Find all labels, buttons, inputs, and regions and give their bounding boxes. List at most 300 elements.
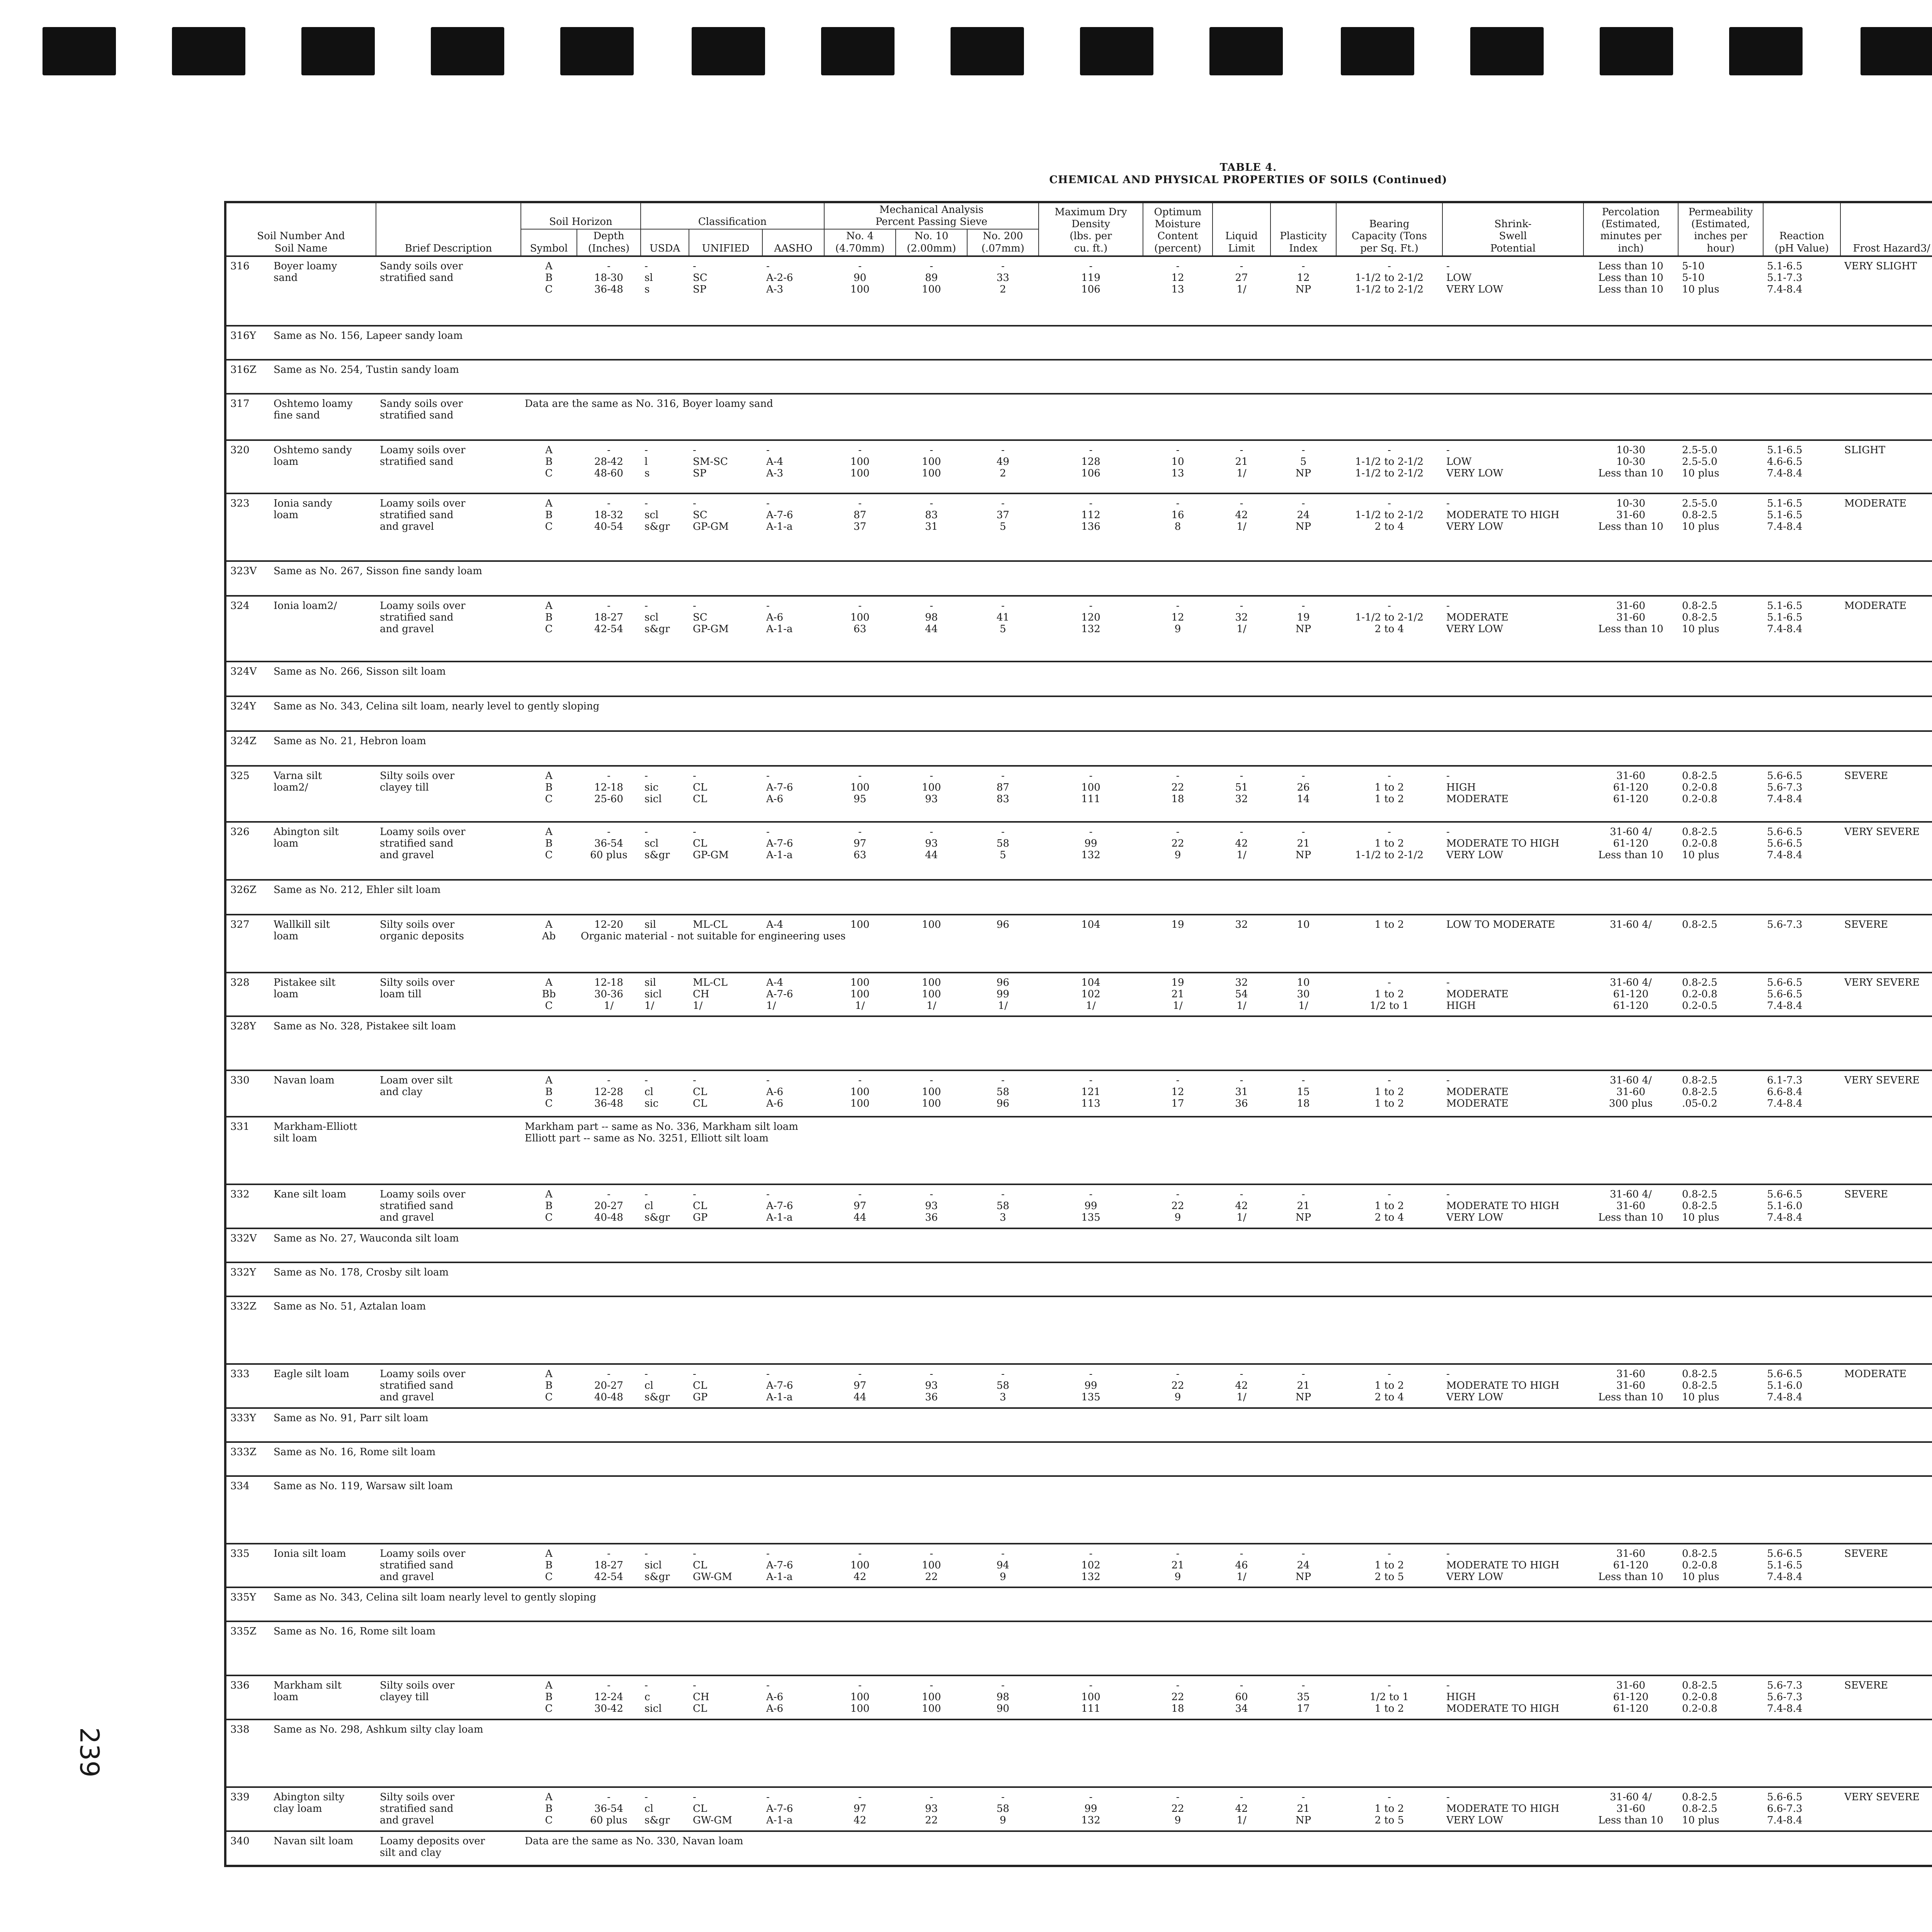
cell-usda: - cl s&gr	[641, 1364, 689, 1408]
cell-n4: - 100 100	[824, 1070, 896, 1117]
cell-usda: - c sicl	[641, 1675, 689, 1719]
cell-perm: 0.8-2.5 0.8-2.5 10 plus	[1678, 1364, 1763, 1408]
soil-name: Boyer loamy sand	[270, 256, 376, 326]
header-reaction: Reaction (pH Value)	[1763, 202, 1840, 256]
soil-number: 327	[225, 915, 270, 973]
cell-liq: - 27 1/	[1213, 256, 1270, 326]
soil-number: 331	[225, 1117, 270, 1184]
soil-number: 333Z	[225, 1442, 270, 1476]
cell-shrink: - LOW VERY LOW	[1442, 440, 1583, 493]
cell-perc: 31-60 4/ 61-120 Less than 10	[1583, 822, 1678, 880]
cell-n4: - 97 44	[824, 1364, 896, 1408]
table-row	[225, 766, 1932, 822]
header-no4: No. 4 (4.70mm)	[824, 229, 896, 256]
cell-unified: - SC GP-GM	[689, 596, 762, 662]
cell-depth: - 18-27 42-54	[577, 596, 641, 662]
table-row	[225, 915, 1932, 973]
cell-n10: - 89 100	[896, 256, 967, 326]
header-depth: Depth (Inches)	[577, 229, 641, 256]
table-row	[225, 662, 1932, 696]
cell-n4: - 100 100	[824, 1675, 896, 1719]
soil-number: 335Z	[225, 1621, 270, 1675]
cell-dens: - 100 111	[1039, 1675, 1143, 1719]
header-frost: Frost Hazard3/	[1840, 202, 1932, 256]
cell-n200: - 33 2	[967, 256, 1039, 326]
cell-n4: - 97 63	[824, 822, 896, 880]
cell-unified: ML-CL	[689, 915, 762, 973]
soil-number: 316	[225, 256, 270, 326]
cell-react: 6.1-7.3 6.6-8.4 7.4-8.4	[1763, 1070, 1840, 1117]
cell-shrink: - MODERATE TO HIGH VERY LOW	[1442, 1184, 1583, 1228]
cell-perm: 0.8-2.5 0.2-0.8 0.2-0.8	[1678, 766, 1763, 822]
same-as-note: Same as No. 27, Wauconda silt loam	[270, 1228, 1932, 1262]
header-percolation: Percolation (Estimated, minutes per inch)	[1583, 202, 1678, 256]
cell-moist: - 21 9	[1143, 1544, 1213, 1588]
cell-frost: SEVERE	[1840, 1544, 1932, 1588]
cell-sym: A B C	[521, 1675, 577, 1719]
brief-description: Loamy soils over stratified sand and gravel	[376, 1184, 521, 1228]
soil-name: Markham-Elliott silt loam	[270, 1117, 376, 1184]
soil-number: 332	[225, 1184, 270, 1228]
cell-n200: - 58 3	[967, 1184, 1039, 1228]
cell-perm: 2.5-5.0 0.8-2.5 10 plus	[1678, 493, 1763, 561]
cell-aasho: A-4 A-7-6 1/	[762, 973, 824, 1017]
cell-shrink: - MODERATE TO HIGH VERY LOW	[1442, 1544, 1583, 1588]
table-row	[225, 1787, 1932, 1831]
soil-number: 333	[225, 1364, 270, 1408]
cell-bear: - 1-1/2 to 2-1/2 2 to 4	[1336, 493, 1442, 561]
brief-description	[376, 1117, 521, 1184]
cell-depth: - 20-27 40-48	[577, 1184, 641, 1228]
cell-pi: - 24 NP	[1270, 493, 1336, 561]
table-number: TABLE 4.	[1219, 162, 1277, 173]
cell-pi: - 5 NP	[1270, 440, 1336, 493]
cell-liq: - 51 32	[1213, 766, 1270, 822]
cell-bear: - 1-1/2 to 2-1/2 1-1/2 to 2-1/2	[1336, 256, 1442, 326]
cell-bear: - 1 to 2 1 to 2	[1336, 766, 1442, 822]
cell-bear: - 1-1/2 to 2-1/2 2 to 4	[1336, 596, 1442, 662]
soil-name: Wallkill silt loam	[270, 915, 376, 973]
header-no200: No. 200 (.07mm)	[967, 229, 1039, 256]
cell-pi: - 19 NP	[1270, 596, 1336, 662]
cell-perm: 0.8-2.5 0.2-0.8 0.2-0.8	[1678, 1675, 1763, 1719]
cell-sym: A B C	[521, 1364, 577, 1408]
cell-n200: - 41 5	[967, 596, 1039, 662]
table-row	[225, 1675, 1932, 1719]
soil-number: 336	[225, 1675, 270, 1719]
cell-n4: - 100 63	[824, 596, 896, 662]
soil-number: 338	[225, 1719, 270, 1787]
cell-depth: - 36-54 60 plus	[577, 1787, 641, 1831]
table-row	[225, 1587, 1932, 1621]
cell-unified: - CL CL	[689, 766, 762, 822]
cell-bear: - 1 to 2 1/2 to 1	[1336, 973, 1442, 1017]
cell-liq: - 42 1/	[1213, 1184, 1270, 1228]
same-as-note: Same as No. 328, Pistakee silt loam	[270, 1016, 1932, 1070]
cell-aasho: - A-7-6 A-1-a	[762, 493, 824, 561]
cell-moist: - 22 9	[1143, 1184, 1213, 1228]
cell-dens: - 128 106	[1039, 440, 1143, 493]
cell-perc: 31-60 61-120 61-120	[1583, 1675, 1678, 1719]
header-symbol: Symbol	[521, 229, 577, 256]
cell-n4: - 100 100	[824, 440, 896, 493]
cell-n10: - 100 93	[896, 766, 967, 822]
cell-pi: - 21 NP	[1270, 1364, 1336, 1408]
table-row	[225, 1228, 1932, 1262]
cell-n10: 100	[896, 915, 967, 973]
cell-dens: - 99 132	[1039, 1787, 1143, 1831]
cell-n10: - 100 22	[896, 1544, 967, 1588]
cell-moist: 19 21 1/	[1143, 973, 1213, 1017]
cell-n10: 100 100 1/	[896, 973, 967, 1017]
table-row	[225, 1262, 1932, 1296]
cell-n200: - 37 5	[967, 493, 1039, 561]
soil-name: Markham silt loam	[270, 1675, 376, 1719]
cell-bear: - 1/2 to 1 1 to 2	[1336, 1675, 1442, 1719]
cell-perm: 0.8-2.5 0.8-2.5 10 plus	[1678, 1787, 1763, 1831]
header-bearing: Bearing Capacity (Tons per Sq. Ft.)	[1336, 202, 1442, 256]
cell-sym: A B C	[521, 596, 577, 662]
cell-perc: 31-60 4/ 61-120 61-120	[1583, 973, 1678, 1017]
cell-sym: A B C	[521, 766, 577, 822]
page-number: 239	[74, 1727, 104, 1777]
cell-frost: VERY SEVERE	[1840, 973, 1932, 1017]
cell-pi: - 21 NP	[1270, 1184, 1336, 1228]
cell-n200: - 58 3	[967, 1364, 1039, 1408]
cell-sym: A B C	[521, 1787, 577, 1831]
cell-shrink: - HIGH MODERATE	[1442, 766, 1583, 822]
table-row	[225, 1476, 1932, 1544]
data-note: Data are the same as No. 330, Navan loam	[521, 1831, 1932, 1866]
table-row	[225, 326, 1932, 360]
same-as-note: Same as No. 267, Sisson fine sandy loam	[270, 561, 1932, 596]
same-as-note: Same as No. 298, Ashkum silty clay loam	[270, 1719, 1932, 1787]
table-row	[225, 731, 1932, 766]
cell-n10: - 93 36	[896, 1184, 967, 1228]
cell-shrink: - MODERATE VERY LOW	[1442, 596, 1583, 662]
cell-unified: - CL GP-GM	[689, 822, 762, 880]
cell-aasho: - A-6 A-6	[762, 1070, 824, 1117]
cell-moist: - 12 9	[1143, 596, 1213, 662]
cell-depth: - 28-42 48-60	[577, 440, 641, 493]
cell-frost: SEVERE	[1840, 915, 1932, 973]
brief-description: Loamy soils over stratified sand	[376, 440, 521, 493]
cell-usda: - scl s&gr	[641, 493, 689, 561]
cell-usda: - sicl s&gr	[641, 1544, 689, 1588]
cell-depth: - 20-27 40-48	[577, 1364, 641, 1408]
cell-n4: - 97 42	[824, 1787, 896, 1831]
cell-aasho: - A-7-6 A-1-a	[762, 1364, 824, 1408]
table-row	[225, 1016, 1932, 1070]
cell-liq: - 42 1/	[1213, 1787, 1270, 1831]
soil-name: Navan loam	[270, 1070, 376, 1117]
cell-react: 5.1-6.5 5.1-6.5 7.4-8.4	[1763, 596, 1840, 662]
cell-aasho: - A-7-6 A-1-a	[762, 822, 824, 880]
cell-sym: A Bb C	[521, 973, 577, 1017]
cell-pi: 10	[1270, 915, 1336, 973]
cell-sym: A B C	[521, 256, 577, 326]
cell-moist: 19	[1143, 915, 1213, 973]
cell-n200: - 49 2	[967, 440, 1039, 493]
soil-number: 335	[225, 1544, 270, 1588]
cell-perm: 2.5-5.0 2.5-5.0 10 plus	[1678, 440, 1763, 493]
cell-react: 5.6-7.3	[1763, 915, 1840, 973]
header-no10: No. 10 (2.00mm)	[896, 229, 967, 256]
cell-depth: - 18-27 42-54	[577, 1544, 641, 1588]
cell-dens: 104 102 1/	[1039, 973, 1143, 1017]
cell-perc: 31-60 31-60 Less than 10	[1583, 596, 1678, 662]
cell-dens: - 121 113	[1039, 1070, 1143, 1117]
cell-bear: - 1 to 2 2 to 4	[1336, 1184, 1442, 1228]
header-aasho: AASHO	[762, 229, 824, 256]
cell-perm: 0.8-2.5 0.2-0.8 10 plus	[1678, 1544, 1763, 1588]
cell-n4: 100	[824, 915, 896, 973]
cell-dens: - 112 136	[1039, 493, 1143, 561]
brief-description: Silty soils over clayey till	[376, 1675, 521, 1719]
cell-react: 5.1-6.5 4.6-6.5 7.4-8.4	[1763, 440, 1840, 493]
cell-n10: - 93 22	[896, 1787, 967, 1831]
header-horizon: Soil Horizon	[521, 202, 641, 229]
brief-description: Loam over silt and clay	[376, 1070, 521, 1117]
same-as-note: Same as No. 91, Parr silt loam	[270, 1408, 1932, 1442]
cell-depth: - 12-28 36-48	[577, 1070, 641, 1117]
cell-aasho: - A-7-6 A-1-a	[762, 1184, 824, 1228]
soil-name: Oshtemo loamy fine sand	[270, 394, 376, 440]
cell-aasho: - A-7-6 A-1-a	[762, 1544, 824, 1588]
table-row	[225, 1442, 1932, 1476]
cell-moist: - 10 13	[1143, 440, 1213, 493]
cell-dens: - 120 132	[1039, 596, 1143, 662]
cell-unified: - SC SP	[689, 256, 762, 326]
cell-sym: A B C	[521, 1184, 577, 1228]
cell-usda: - cl sic	[641, 1070, 689, 1117]
cell-frost: SLIGHT	[1840, 440, 1932, 493]
brief-description: Loamy deposits over silt and clay	[376, 1831, 521, 1866]
header-soil: Soil Number And Soil Name	[225, 202, 376, 256]
soil-number: 320	[225, 440, 270, 493]
table-body	[225, 256, 1932, 1866]
table-row	[225, 596, 1932, 662]
cell-pi: - 15 18	[1270, 1070, 1336, 1117]
cell-frost: VERY SEVERE	[1840, 1070, 1932, 1117]
cell-moist: - 22 9	[1143, 1364, 1213, 1408]
cell-sym: A B C	[521, 440, 577, 493]
soil-name: Pistakee silt loam	[270, 973, 376, 1017]
soil-number: 339	[225, 1787, 270, 1831]
cell-frost: SEVERE	[1840, 1184, 1932, 1228]
soil-number: 316Z	[225, 360, 270, 394]
cell-n200: - 58 5	[967, 822, 1039, 880]
cell-pi: - 21 NP	[1270, 1787, 1336, 1831]
brief-description: Sandy soils over stratified sand	[376, 394, 521, 440]
cell-perm: 0.8-2.5 0.8-2.5 .05-0.2	[1678, 1070, 1763, 1117]
cell-depth: - 18-30 36-48	[577, 256, 641, 326]
cell-unified: - CL GP	[689, 1364, 762, 1408]
brief-description: Loamy soils over stratified sand and gravel	[376, 1364, 521, 1408]
table-row	[225, 1296, 1932, 1364]
data-note: Data are the same as No. 316, Boyer loamy sand	[521, 394, 1932, 440]
cell-frost: MODERATE	[1840, 1364, 1932, 1408]
brief-description: Silty soils over loam till	[376, 973, 521, 1017]
cell-moist: - 22 9	[1143, 1787, 1213, 1831]
brief-description: Loamy soils over stratified sand and gravel	[376, 1544, 521, 1588]
cell-liq: 32	[1213, 915, 1270, 973]
cell-react: 5.1-6.5 5.1-7.3 7.4-8.4	[1763, 256, 1840, 326]
soil-name: Eagle silt loam	[270, 1364, 376, 1408]
cell-n200: - 58 9	[967, 1787, 1039, 1831]
same-as-note: Same as No. 266, Sisson silt loam	[270, 662, 1932, 696]
cell-shrink: - LOW VERY LOW	[1442, 256, 1583, 326]
cell-sym: A B C	[521, 1544, 577, 1588]
soil-number: 335Y	[225, 1587, 270, 1621]
cell-unified: - CH CL	[689, 1675, 762, 1719]
cell-frost: SEVERE	[1840, 1675, 1932, 1719]
soil-name: Ionia sandy loam	[270, 493, 376, 561]
cell-react: 5.6-6.5 5.6-6.5 7.4-8.4	[1763, 822, 1840, 880]
cell-unified: ML-CL CH 1/	[689, 973, 762, 1017]
cell-sym: A B C	[521, 1070, 577, 1117]
soil-number: 324Y	[225, 696, 270, 731]
cell-perc: 31-60 4/	[1583, 915, 1678, 973]
soil-number: 334	[225, 1476, 270, 1544]
cell-shrink: LOW TO MODERATE	[1442, 915, 1583, 973]
cell-dens: - 119 106	[1039, 256, 1143, 326]
cell-pi: - 35 17	[1270, 1675, 1336, 1719]
cell-sym: A B C	[521, 822, 577, 880]
cell-liq: - 31 36	[1213, 1070, 1270, 1117]
soil-number: 316Y	[225, 326, 270, 360]
cell-unified: - CL GW-GM	[689, 1787, 762, 1831]
cell-perc: Less than 10 Less than 10 Less than 10	[1583, 256, 1678, 326]
cell-unified: - SM-SC SP	[689, 440, 762, 493]
cell-bear: - 1 to 2 1-1/2 to 2-1/2	[1336, 822, 1442, 880]
soil-number: 332Z	[225, 1296, 270, 1364]
cell-shrink: - MODERATE TO HIGH VERY LOW	[1442, 822, 1583, 880]
data-note: Markham part -- same as No. 336, Markham silt loam Elliott part -- same as No. 3251, Elliott silt loam	[521, 1117, 1932, 1184]
header-mechanical: Mechanical Analysis Percent Passing Sieve	[824, 202, 1039, 229]
cell-bear: - 1 to 2 1 to 2	[1336, 1070, 1442, 1117]
cell-react: 5.6-6.5 5.6-7.3 7.4-8.4	[1763, 766, 1840, 822]
table-row	[225, 1719, 1932, 1787]
cell-react: 5.6-6.5 5.1-6.5 7.4-8.4	[1763, 1544, 1840, 1588]
cell-liq: - 46 1/	[1213, 1544, 1270, 1588]
cell-moist: - 16 8	[1143, 493, 1213, 561]
cell-pi: - 12 NP	[1270, 256, 1336, 326]
cell-n200: - 94 9	[967, 1544, 1039, 1588]
cell-perm: 0.8-2.5	[1678, 915, 1763, 973]
soil-number: 328Y	[225, 1016, 270, 1070]
brief-description: Loamy soils over stratified sand and gravel	[376, 493, 521, 561]
cell-usda: - l s	[641, 440, 689, 493]
cell-n4: - 90 100	[824, 256, 896, 326]
cell-n10: - 98 44	[896, 596, 967, 662]
cell-sym: A Ab	[521, 915, 577, 973]
soil-number: 324V	[225, 662, 270, 696]
brief-description: Loamy soils over stratified sand and gravel	[376, 822, 521, 880]
cell-liq: - 42 1/	[1213, 822, 1270, 880]
cell-liq: - 32 1/	[1213, 596, 1270, 662]
table-row	[225, 440, 1932, 493]
table-row	[225, 1117, 1932, 1184]
cell-n10: - 83 31	[896, 493, 967, 561]
cell-n10: - 93 44	[896, 822, 967, 880]
cell-dens: 104	[1039, 915, 1143, 973]
cell-usda: - scl s&gr	[641, 822, 689, 880]
soil-number: 317	[225, 394, 270, 440]
header-plasticity: Plasticity Index	[1270, 202, 1336, 256]
table-row	[225, 696, 1932, 731]
cell-moist: - 12 17	[1143, 1070, 1213, 1117]
soil-name: Ionia loam2/	[270, 596, 376, 662]
table-row	[225, 360, 1932, 394]
table-row	[225, 880, 1932, 915]
table-title: CHEMICAL AND PHYSICAL PROPERTIES OF SOILS (Continued)	[1049, 174, 1447, 186]
cell-perm: 0.8-2.5 0.8-2.5 10 plus	[1678, 596, 1763, 662]
header-density: Maximum Dry Density (lbs. per cu. ft.)	[1039, 202, 1143, 256]
cell-depth: - 18-32 40-54	[577, 493, 641, 561]
cell-moist: - 22 18	[1143, 1675, 1213, 1719]
cell-liq: - 60 34	[1213, 1675, 1270, 1719]
cell-pi: - 24 NP	[1270, 1544, 1336, 1588]
soil-name: Oshtemo sandy loam	[270, 440, 376, 493]
soil-number: 326	[225, 822, 270, 880]
cell-liq: - 42 1/	[1213, 493, 1270, 561]
soil-properties-table	[224, 201, 1932, 1867]
cell-perm: 0.8-2.5 0.2-0.8 10 plus	[1678, 822, 1763, 880]
cell-shrink: - HIGH MODERATE TO HIGH	[1442, 1675, 1583, 1719]
soil-name: Ionia silt loam	[270, 1544, 376, 1588]
cell-shrink: - MODERATE MODERATE	[1442, 1070, 1583, 1117]
cell-depth: 12-20 Organic material - not suitable for engineering uses	[577, 915, 641, 973]
cell-perm: 5-10 5-10 10 plus	[1678, 256, 1763, 326]
cell-usda: - sl s	[641, 256, 689, 326]
cell-react: 5.6-6.5 6.6-7.3 7.4-8.4	[1763, 1787, 1840, 1831]
cell-react: 5.6-6.5 5.1-6.0 7.4-8.4	[1763, 1184, 1840, 1228]
cell-perc: 31-60 61-120 61-120	[1583, 766, 1678, 822]
soil-number: 323V	[225, 561, 270, 596]
header-liquid: Liquid Limit	[1213, 202, 1270, 256]
same-as-note: Same as No. 156, Lapeer sandy loam	[270, 326, 1932, 360]
table-row	[225, 973, 1932, 1017]
cell-perc: 31-60 4/ 31-60 Less than 10	[1583, 1787, 1678, 1831]
cell-perc: 31-60 61-120 Less than 10	[1583, 1544, 1678, 1588]
table-row	[225, 1184, 1932, 1228]
cell-n200: 96 99 1/	[967, 973, 1039, 1017]
header-brief: Brief Description	[376, 202, 521, 256]
soil-number: 324	[225, 596, 270, 662]
cell-depth: - 12-24 30-42	[577, 1675, 641, 1719]
cell-frost: SEVERE	[1840, 766, 1932, 822]
cell-frost: VERY SEVERE	[1840, 822, 1932, 880]
header-permeability: Permeability (Estimated, inches per hour)	[1678, 202, 1763, 256]
cell-dens: - 99 135	[1039, 1184, 1143, 1228]
cell-pi: - 26 14	[1270, 766, 1336, 822]
cell-frost: MODERATE	[1840, 493, 1932, 561]
cell-moist: - 12 13	[1143, 256, 1213, 326]
cell-unified: - SC GP-GM	[689, 493, 762, 561]
brief-description: Silty soils over stratified sand and gravel	[376, 1787, 521, 1831]
cell-frost: VERY SLIGHT	[1840, 256, 1932, 326]
cell-unified: - CL GW-GM	[689, 1544, 762, 1588]
cell-perc: 10-30 31-60 Less than 10	[1583, 493, 1678, 561]
same-as-note: Same as No. 212, Ehler silt loam	[270, 880, 1932, 915]
table-row	[225, 394, 1932, 440]
cell-bear: - 1-1/2 to 2-1/2 1-1/2 to 2-1/2	[1336, 440, 1442, 493]
soil-name: Abington silt loam	[270, 822, 376, 880]
cell-depth: 12-18 30-36 1/	[577, 973, 641, 1017]
soil-name: Kane silt loam	[270, 1184, 376, 1228]
cell-aasho: - A-6 A-1-a	[762, 596, 824, 662]
